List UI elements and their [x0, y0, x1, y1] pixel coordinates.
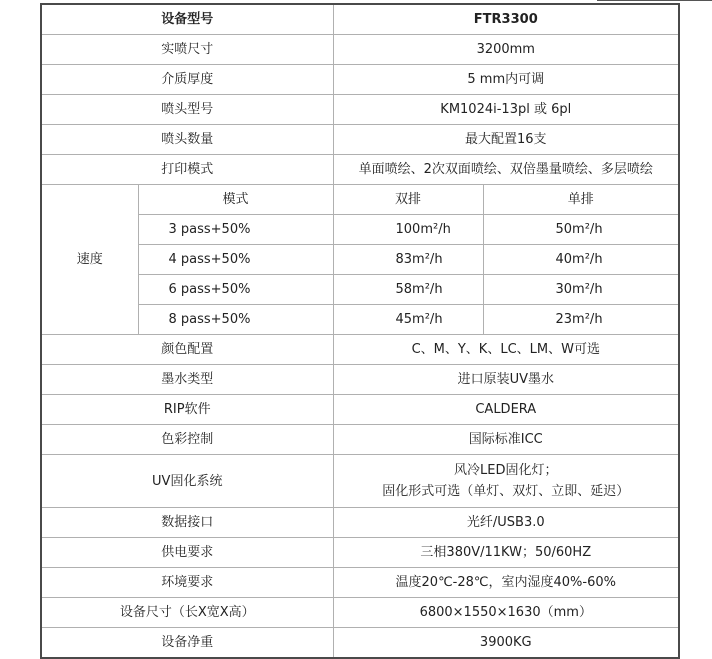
spec-row-print-mode	[41, 155, 679, 185]
spec-value: 单面喷绘、2次双面喷绘、双倍墨量喷绘、多层喷绘	[333, 155, 679, 185]
top-divider-line	[597, 0, 712, 1]
spec-label: RIP软件	[41, 395, 333, 425]
spec-value: CALDERA	[333, 395, 679, 425]
speed-single-header: 单排	[483, 185, 679, 215]
spec-row-head-count	[41, 125, 679, 155]
spec-value: C、M、Y、K、LC、LM、W可选	[333, 335, 679, 365]
speed-single-rate: 23m²/h	[483, 305, 679, 335]
spec-label: 颜色配置	[41, 335, 333, 365]
speed-mode: 4 pass+50%	[138, 245, 333, 275]
spec-value: 三相380V/11KW；50/60HZ	[333, 538, 679, 568]
speed-mode-header: 模式	[138, 185, 333, 215]
speed-mode: 8 pass+50%	[138, 305, 333, 335]
uv-curing-value	[333, 455, 679, 508]
uv-curing-line-1: 风冷LED固化灯；	[454, 463, 558, 478]
header-value: FTR3300	[333, 4, 679, 35]
spec-row-color-config	[41, 335, 679, 365]
speed-double-rate: 83m²/h	[333, 245, 483, 275]
speed-label: 速度	[41, 185, 138, 335]
header-row	[41, 4, 679, 35]
spec-label: 实喷尺寸	[41, 35, 333, 65]
spec-value: 进口原装UV墨水	[333, 365, 679, 395]
spec-row-media-thickness	[41, 65, 679, 95]
speed-single-rate: 40m²/h	[483, 245, 679, 275]
spec-value: 3900KG	[333, 628, 679, 659]
spec-value: 5 mm内可调	[333, 65, 679, 95]
spec-value: 6800×1550×1630（mm）	[333, 598, 679, 628]
spec-value: 3200mm	[333, 35, 679, 65]
spec-row-uv-curing	[41, 455, 679, 508]
speed-single-rate: 50m²/h	[483, 215, 679, 245]
spec-row-data-interface	[41, 508, 679, 538]
speed-single-rate: 30m²/h	[483, 275, 679, 305]
spec-row-head-model	[41, 95, 679, 125]
spec-label: 介质厚度	[41, 65, 333, 95]
spec-label: 供电要求	[41, 538, 333, 568]
spec-label: UV固化系统	[41, 455, 333, 508]
spec-label: 墨水类型	[41, 365, 333, 395]
speed-mode: 3 pass+50%	[138, 215, 333, 245]
spec-label: 环境要求	[41, 568, 333, 598]
speed-double-header: 双排	[333, 185, 483, 215]
speed-double-rate: 100m²/h	[333, 215, 483, 245]
spec-row-print-width	[41, 35, 679, 65]
spec-value: 最大配置16支	[333, 125, 679, 155]
spec-label: 打印模式	[41, 155, 333, 185]
uv-curing-line-2: 固化形式可选（单灯、双灯、立即、延迟）	[382, 484, 630, 499]
spec-label: 设备尺寸（长X宽X高）	[41, 598, 333, 628]
spec-label: 喷头数量	[41, 125, 333, 155]
spec-row-ink-type	[41, 365, 679, 395]
spec-row-rip-software	[41, 395, 679, 425]
spec-value: KM1024i-13pl 或 6pl	[333, 95, 679, 125]
speed-mode: 6 pass+50%	[138, 275, 333, 305]
spec-row-environment	[41, 568, 679, 598]
spec-value: 温度20℃-28℃，室内湿度40%-60%	[333, 568, 679, 598]
spec-value: 光纤/USB3.0	[333, 508, 679, 538]
spec-label: 设备净重	[41, 628, 333, 659]
spec-row-dimensions	[41, 598, 679, 628]
header-label: 设备型号	[41, 4, 333, 35]
speed-double-rate: 58m²/h	[333, 275, 483, 305]
spec-label: 喷头型号	[41, 95, 333, 125]
speed-double-rate: 45m²/h	[333, 305, 483, 335]
spec-label: 色彩控制	[41, 425, 333, 455]
speed-header-row	[41, 185, 679, 215]
spec-table	[40, 3, 680, 659]
spec-label: 数据接口	[41, 508, 333, 538]
spec-value: 国际标准ICC	[333, 425, 679, 455]
spec-row-power	[41, 538, 679, 568]
spec-row-color-control	[41, 425, 679, 455]
spec-row-net-weight	[41, 628, 679, 659]
